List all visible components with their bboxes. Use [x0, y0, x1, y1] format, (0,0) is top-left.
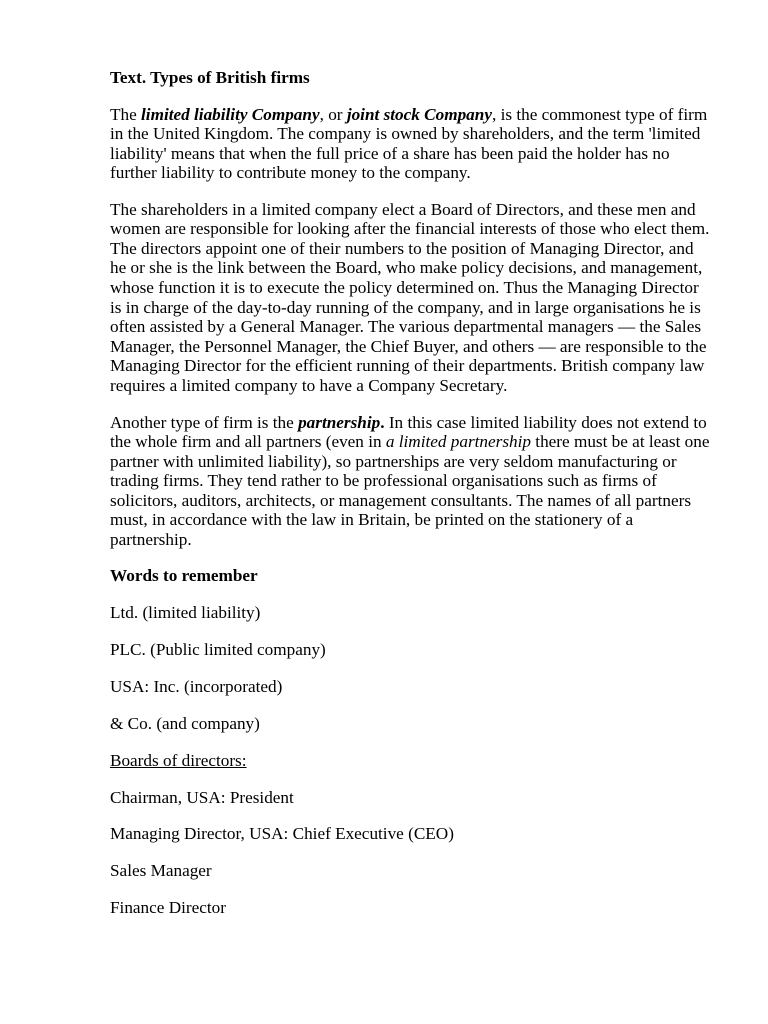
- board-item-finance-director: Finance Director: [110, 898, 226, 918]
- term-limited-liability-company: limited liability Company: [141, 104, 320, 124]
- text-run: there must be at least one partner with unlimited liability), so partnerships are very seldom manufacturing or trading firms. They tend rather to be professional organisations such as firms of solicitors, auditors, architects, or management consultants. The names of all partners must, in accordance with the law in Britain, be printed on the stationery of a partnership.: [110, 432, 710, 550]
- term-limited-partnership: a limited partnership: [385, 432, 531, 452]
- term-partnership: partnership: [298, 412, 381, 432]
- text-run: The: [110, 104, 142, 124]
- words-to-remember-heading: Words to remember: [110, 566, 258, 586]
- text-run: In this case limited liability does not extend to the whole firm and all partners (even in: [110, 412, 707, 452]
- board-item-managing-director: Managing Director, USA: Chief Executive (CEO): [110, 824, 454, 844]
- paragraph-limited-company: [110, 105, 710, 183]
- document-page: [110, 68, 710, 935]
- boards-of-directors-heading: Boards of directors:: [110, 750, 247, 770]
- word-item-ltd: Ltd. (limited liability): [110, 603, 261, 623]
- word-item-and-co: & Co. (and company): [110, 713, 260, 733]
- text-run: .: [380, 412, 385, 432]
- document-title: Text. Types of British firms: [110, 68, 310, 87]
- board-item-sales-manager: Sales Manager: [110, 861, 212, 881]
- text-run: , or: [319, 104, 347, 124]
- text-run: , is the commonest type of firm in the United Kingdom. The company is owned by shareholders, and the term 'limited liability' means that when the full price of a share has been paid the holder has no further liability to contribute money to the company.: [110, 104, 708, 183]
- term-joint-stock-company: joint stock Company: [346, 104, 492, 124]
- board-item-chairman: Chairman, USA: President: [110, 787, 294, 807]
- paragraph-board-of-directors: The shareholders in a limited company elect a Board of Directors, and these men and women are responsible for looking after the financial interests of those who elect them. The directors appoint one of their numbers to the position of Managing Director, and he or she is the link between the Board, who make policy decisions, and management, whose function it is to execute the policy determined on. Thus the Managing Director is in charge of the day-to-day running of the company, and in large organisations he is often assisted by a General Manager. The various departmental managers — the Sales Manager, the Personnel Manager, the Chief Buyer, and others — are responsible to the Managing Director for the efficient running of their departments. British company law requires a limited company to have a Company Secretary.: [110, 199, 710, 395]
- paragraph-partnership: [110, 413, 710, 550]
- text-run: Another type of firm is the: [110, 412, 299, 432]
- word-item-inc: USA: Inc. (incorporated): [110, 676, 283, 696]
- word-item-plc: PLC. (Public limited company): [110, 640, 326, 660]
